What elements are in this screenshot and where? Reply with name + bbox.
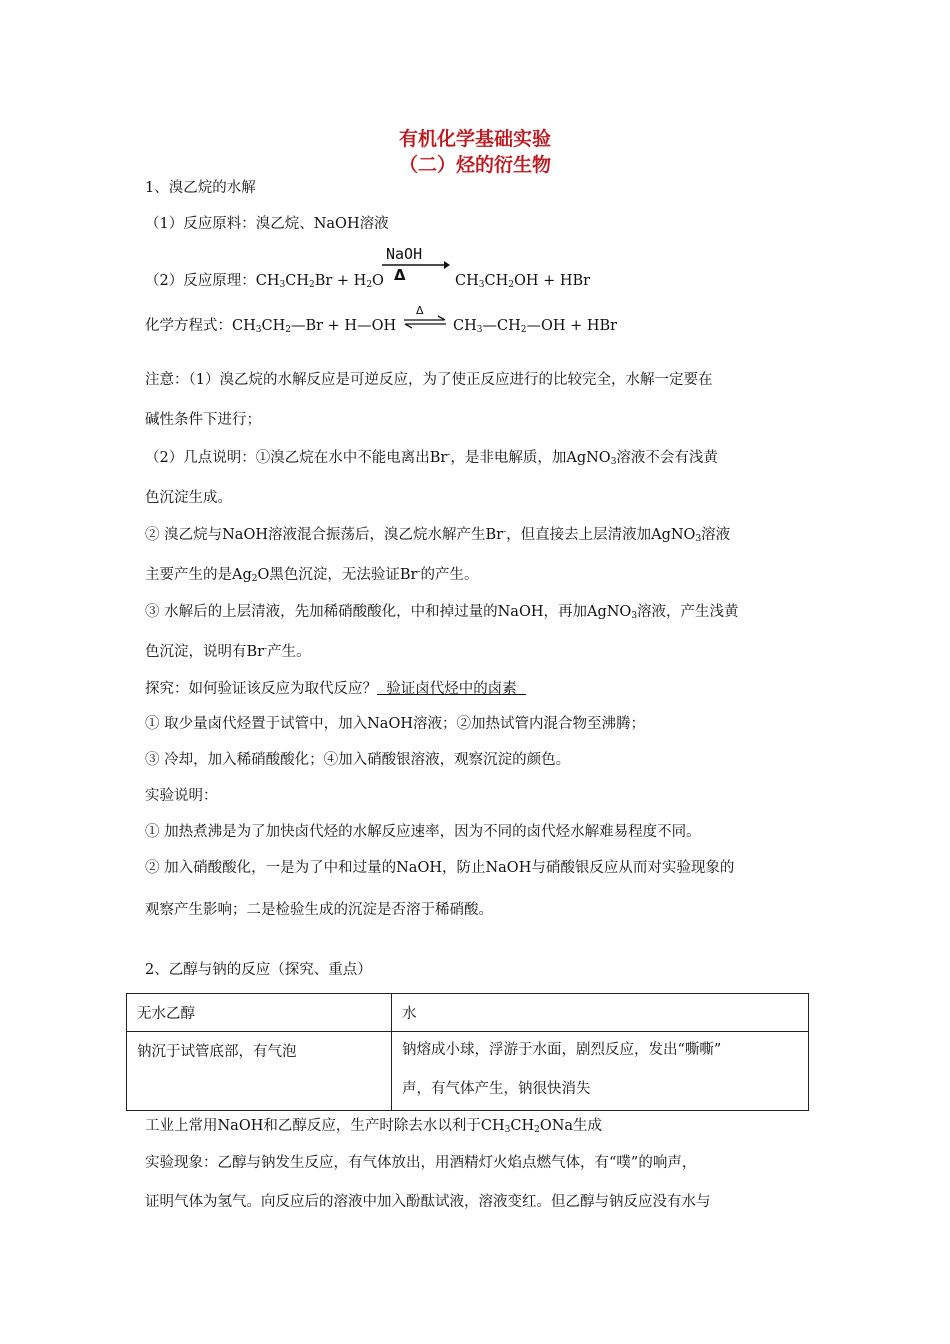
point2-line-2: 主要产生的是$Ag_2O$黑色沉淀，无法验证Br-的产生。 — [145, 567, 479, 584]
industry-line: 工业上常用NaOH和乙醇反应，生产时除去水以利于$CH_3CH_2ONa$生成 — [145, 1118, 603, 1135]
water-cell-line-1: 钠熔成小球，浮游于水面，剧烈反应，发出“嘶嘶” — [402, 1042, 722, 1058]
section1-heading: 1、溴乙烷的水解 — [145, 180, 256, 196]
reaction-arrow — [380, 245, 450, 285]
p2-f: 的产生。 — [420, 567, 479, 583]
observation-line-a: 实验现象：乙醇与钠发生反应，有气体放出，用酒精灯火焰点燃气体，有“噗”的响声， — [145, 1155, 697, 1171]
equation-label: 化学方程式： — [145, 318, 232, 334]
point2-line: ② 溴乙烷与NaOH溶液混合振荡后，溴乙烷水解产生Br-，但直接去上层清液加AgNO$_3$溶液 — [145, 527, 731, 544]
materials-line: （1）反应原料：溴乙烷、NaOH溶液 — [145, 216, 389, 232]
equation-line: 化学方程式：$CH_3CH_2—Br$ + H—OH — [145, 318, 397, 335]
arrow-bottom-label: Δ — [394, 266, 406, 284]
experiment-note-2b: 观察产生影响；二是检验生成的沉淀是否溶于稀硝酸。 — [145, 902, 493, 918]
p2-a: ② 溴乙烷与NaOH溶液混合振荡后，溴乙烷水解产生Br — [145, 527, 504, 543]
comparison-table — [126, 993, 809, 1111]
document-title: 有机化学基础实验 — [398, 128, 551, 150]
equilibrium-arrows — [402, 306, 448, 334]
note2-line-d: 色沉淀生成。 — [145, 490, 232, 506]
explore-line — [145, 679, 526, 699]
table-header-ethanol: 无水乙醇 — [127, 994, 392, 1032]
document-subtitle: （二）烃的衍生物 — [398, 154, 551, 176]
principle-line: （2）反应原理：$CH_3CH_2Br + H_2O$ — [145, 273, 384, 290]
reversible-arrow — [402, 306, 448, 334]
experiment-note-2a: ② 加入硝酸酸化，一是为了中和过量的NaOH，防止NaOH与硝酸银反应从而对实验现象的 — [145, 860, 735, 876]
table-cell-ethanol: 钠沉于试管底部，有气泡 — [127, 1032, 392, 1111]
table-header-row — [127, 994, 809, 1032]
observation-line-b: 证明气体为氢气。向反应后的溶液中加入酚酞试液，溶液变红。但乙醇与钠反应没有水与 — [145, 1194, 711, 1210]
note2-a: （2）几点说明：①溴乙烷在水中不能电离出Br — [145, 450, 448, 466]
principle-products: $CH_3CH_2OH$ + HBr — [455, 273, 591, 290]
explore-answer: 验证卤代烃中的卤素 — [377, 681, 526, 697]
p3-a: ③ 水解后的上层清液，先加稀硝酸酸化，中和掉过量的NaOH，再加AgNO — [145, 604, 632, 620]
eq-arrow-top-label: Δ — [416, 304, 424, 317]
step-line-2: ③ 冷却，加入稀硝酸酸化；④加入硝酸银溶液，观察沉淀的颜色。 — [145, 752, 571, 768]
section2-heading: 2、乙醇与钠的反应（探究、重点） — [145, 962, 372, 978]
p2-b: ，但直接去上层清液加AgNO — [506, 527, 696, 543]
principle-label: （2）反应原理： — [145, 273, 256, 289]
p3-d: 产生。 — [267, 644, 311, 660]
equation-products: $CH_3—CH_2—OH$ + HBr — [453, 318, 618, 335]
industry-b: CH — [510, 1118, 535, 1134]
point3-line-2: 色沉淀，说明有Br-产生。 — [145, 644, 311, 660]
note1-line-b: 碱性条件下进行； — [145, 412, 261, 428]
experiment-note-label: 实验说明： — [145, 788, 218, 804]
explore-label: 探究：如何验证该反应为取代反应？ — [145, 681, 377, 697]
step-line-1: ① 取少量卤代烃置于试管中，加入NaOH溶液；②加热试管内混合物至沸腾； — [145, 716, 645, 732]
arrow-line — [380, 245, 450, 285]
p3-b: 溶液，产生浅黄 — [637, 604, 739, 620]
p2-d: 主要产生的是Ag — [145, 567, 252, 583]
water-cell-line-2: 声，有气体产生，钠很快消失 — [402, 1081, 591, 1097]
p2-e: O黑色沉淀，无法验证Br — [257, 567, 418, 583]
note2-line: （2）几点说明：①溴乙烷在水中不能电离出Br-，是非电解质，加AgNO$_3$溶液不会有浅黄 — [145, 450, 718, 467]
p2-c: 溶液 — [701, 527, 731, 543]
industry-a: 工业上常用NaOH和乙醇反应，生产时除去水以利于CH — [145, 1118, 505, 1134]
note2-c: 溶液不会有浅黄 — [616, 450, 718, 466]
p3-c: 色沉淀，说明有Br — [145, 644, 265, 660]
table-row — [127, 1032, 809, 1111]
point3-line: ③ 水解后的上层清液，先加稀硝酸酸化，中和掉过量的NaOH，再加AgNO$_3$溶液，产生浅黄 — [145, 604, 739, 621]
note1-line-a: 注意：（1）溴乙烷的水解反应是可逆反应，为了使正反应进行的比较完全，水解一定要在 — [145, 372, 713, 388]
note2-b: ，是非电解质，加AgNO — [450, 450, 611, 466]
arrow-top-label: NaOH — [386, 245, 423, 263]
table-header-water: 水 — [392, 994, 809, 1032]
table-cell-water — [392, 1032, 809, 1111]
industry-c: ONa生成 — [539, 1118, 603, 1134]
experiment-note-1: ① 加热煮沸是为了加快卤代烃的水解反应速率，因为不同的卤代烃水解难易程度不同。 — [145, 824, 701, 840]
